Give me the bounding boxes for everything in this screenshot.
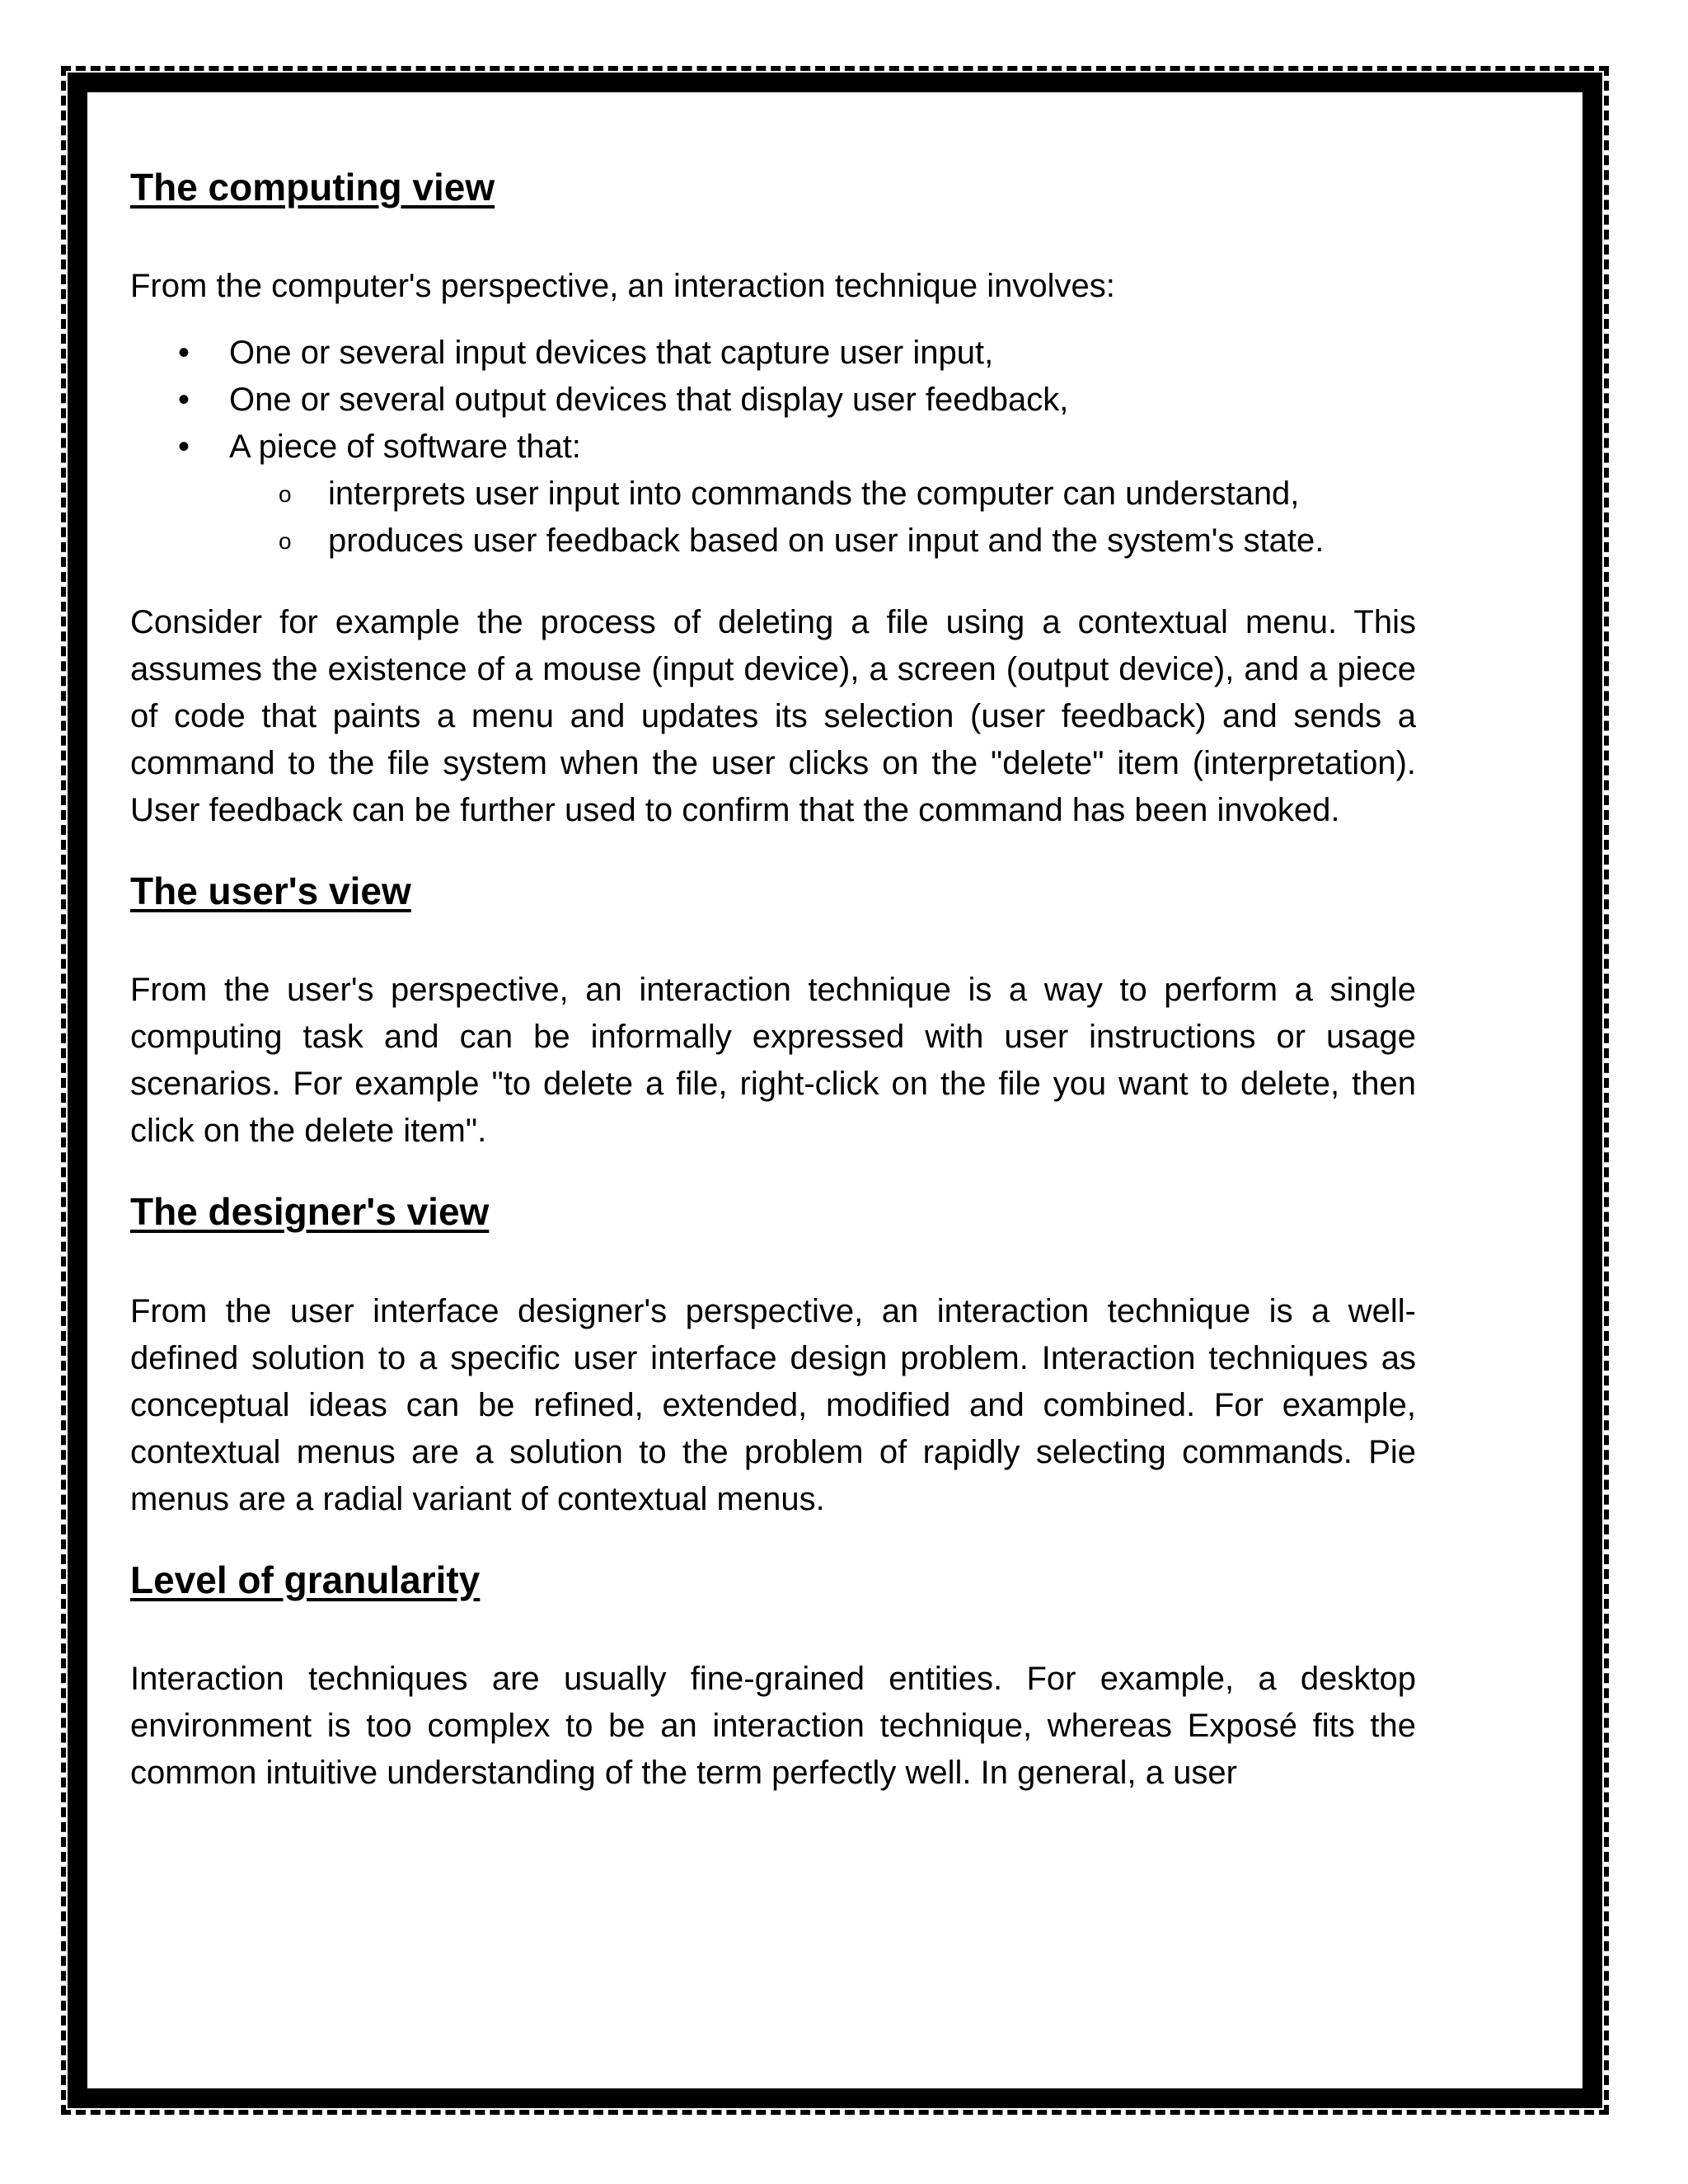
bullet-circle-icon: o: [279, 481, 292, 508]
section-heading: The user's view: [130, 869, 411, 913]
bullet-circle-icon: o: [279, 528, 292, 555]
section-paragraph: From the user interface designer's perspective, an interaction technique is a well-defined solution to a specific user interface design problem. Interaction techniques as conceptual ideas can be refined, extended, modified and combined. For example, contextual menus are a solution to the problem of rapidly selecting commands. Pie menus are a radial variant of contextual menus.: [130, 1292, 1416, 1517]
sub-list-item: [229, 518, 1416, 565]
section-level-of-granularity: [130, 1558, 1416, 1797]
list-item: [130, 330, 1416, 377]
section-intro: From the computer's perspective, an interaction technique involves:: [130, 268, 1115, 305]
section-heading: The designer's view: [130, 1190, 490, 1234]
sub-list-item: [229, 471, 1416, 518]
section-paragraph: From the user's perspective, an interaction technique is a way to perform a single computing task and can be informally expressed with user instructions or usage scenarios. For example "to delete a file, right-click on the file you want to delete, then click on the delete item".: [130, 972, 1416, 1150]
sub-list-item-text: interprets user input into commands the computer can understand,: [328, 476, 1300, 513]
section-users-view: [130, 869, 1416, 1155]
bullet-dot-icon: •: [178, 429, 190, 466]
document-body: [130, 165, 1416, 1831]
list-item-text: One or several input devices that capture user input,: [229, 335, 994, 372]
section-paragraph: Consider for example the process of deleting a file using a contextual menu. This assumes the existence of a mouse (input device), a screen (output device), and a piece of code that paints a menu and updates its selection (user feedback) and sends a command to the file system when the user clicks on the "delete" item (interpretation). User feedback can be further used to confirm that the command has been invoked.: [130, 604, 1416, 829]
section-heading: The computing view: [130, 166, 495, 209]
bullet-dot-icon: •: [178, 382, 190, 419]
list-item: [130, 377, 1416, 424]
bullet-dot-icon: •: [178, 335, 190, 372]
list-item-text: One or several output devices that display user feedback,: [229, 382, 1069, 419]
list-item: [130, 424, 1416, 565]
section-computing-view: [130, 165, 1416, 834]
list-item-text: A piece of software that:: [229, 429, 581, 466]
section-designers-view: [130, 1189, 1416, 1522]
sub-list-item-text: produces user feedback based on user input and the system's state.: [328, 523, 1325, 560]
bullet-list: [130, 330, 1416, 565]
section-heading: Level of granularity: [130, 1558, 481, 1601]
section-paragraph: Interaction techniques are usually fine-grained entities. For example, a desktop environment is too complex to be an interaction technique, whereas Exposé fits the common intuitive understanding of the term perfectly well. In general, a user: [130, 1660, 1416, 1791]
sub-bullet-list: [229, 471, 1416, 565]
